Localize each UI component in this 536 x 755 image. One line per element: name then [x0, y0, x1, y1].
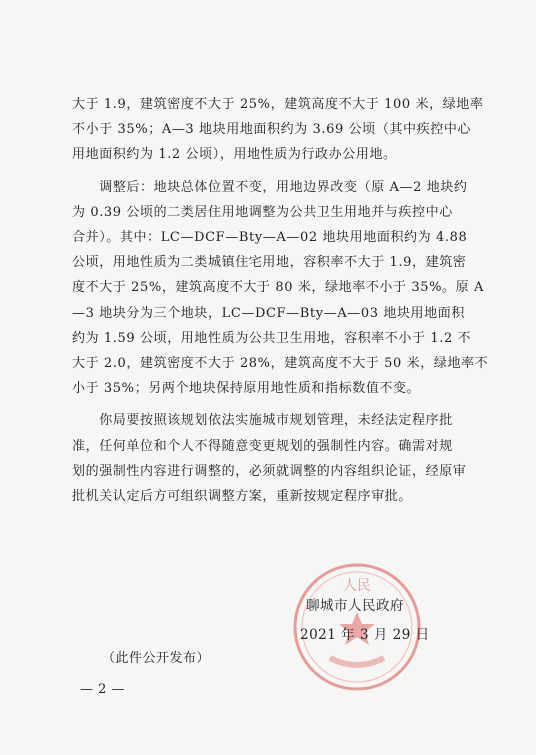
text-line: 大于 1.9，建筑密度不大于 25%，建筑高度不大于 100 米，绿地率 — [72, 97, 484, 112]
issuing-organization: 聊城市人民政府 — [306, 598, 404, 614]
document-body — [72, 92, 489, 509]
text-line: 不小于 35%；A—3 地块用地面积约为 3.69 公顷（其中疾控中心 — [72, 122, 472, 138]
text-line: 约为 1.59 公顷，用地性质为公共卫生用地，容积率不小于 1.2 不 — [72, 330, 472, 346]
seal-text: 人民 — [343, 578, 371, 594]
paragraph-2 — [72, 175, 489, 402]
text-line: 用地面积约为 1.2 公顷），用地性质为行政办公用地。 — [72, 147, 397, 163]
text-line: 划的强制性内容进行调整的，必须就调整的内容组织论证，经原审 — [72, 463, 467, 479]
text-line: 合并）。其中：LC—DCF—Bty—A—02 地块用地面积约为 4.88 — [72, 230, 468, 246]
text-line: 度不大于 25%，建筑高度不大于 80 米，绿地率不小于 35%。原 A — [72, 280, 484, 296]
text-line: 批机关认定后方可组织调整方案，重新按规定程序审批。 — [72, 489, 413, 505]
paragraph-3 — [72, 408, 472, 509]
text-line: 大于 2.0，建筑密度不大于 28%，建筑高度不大于 50 米，绿地率不 — [72, 356, 489, 372]
text-line: 调整后：地块总体位置不变，用地边界改变（原 A—2 地块约 — [72, 179, 468, 195]
text-line: 公顷，用地性质为二类城镇住宅用地，容积率不大于 1.9，建筑密 — [72, 255, 467, 271]
text-line: 小于 35%；另两个地块保持原用地性质和指标数值不变。 — [72, 381, 421, 397]
publication-note: （此件公开发布） — [102, 651, 211, 666]
page-number: — 2 — — [80, 682, 126, 697]
issue-date: 2021 年 3 月 29 日 — [300, 627, 430, 643]
paragraph-1 — [72, 92, 484, 168]
text-line: 你局要按照该规划依法实施城市规划管理，未经法定程序批 — [72, 413, 453, 429]
text-line: 准，任何单位和个人不得随意变更规划的强制性内容。确需对规 — [72, 438, 453, 454]
text-line: 为 0.39 公顷的二类居住用地调整为公共卫生用地并与疾控中心 — [72, 204, 453, 220]
text-line: —3 地块分为三个地块，LC—DCF—Bty—A—03 地块用地面积 — [72, 305, 465, 321]
signature-block — [300, 594, 430, 643]
